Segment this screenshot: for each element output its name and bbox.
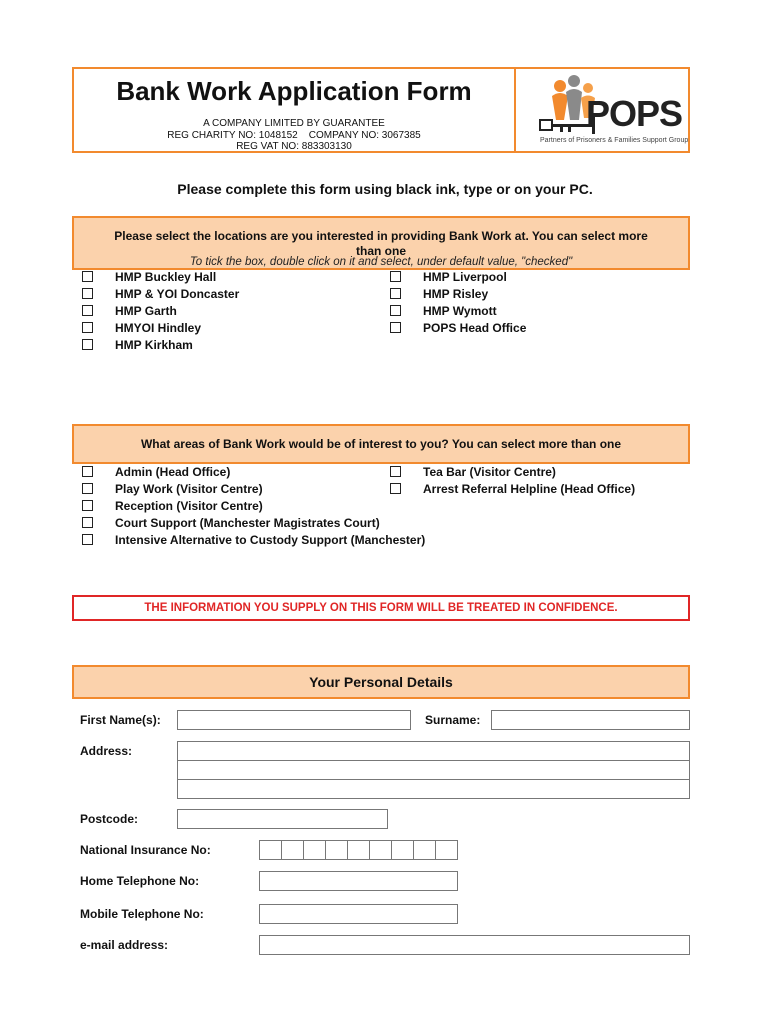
completion-instruction: Please complete this form using black ink, type or on your PC. (177, 181, 593, 197)
option-label: HMP Liverpool (423, 270, 507, 284)
checkbox[interactable] (82, 339, 93, 350)
checkbox[interactable] (390, 288, 401, 299)
ni-cell (348, 841, 370, 860)
option-label: HMP Risley (423, 287, 489, 301)
address-line2-field[interactable] (177, 760, 690, 780)
ni-cell (282, 841, 304, 860)
option-label: HMP Kirkham (115, 338, 193, 352)
ni-cell (304, 841, 326, 860)
option-label: POPS Head Office (423, 321, 527, 335)
checkbox[interactable] (82, 517, 93, 528)
checkbox[interactable] (82, 322, 93, 333)
checkbox[interactable] (82, 466, 93, 477)
ni-cell (326, 841, 348, 860)
location-option[interactable] (82, 303, 239, 320)
company-type-line: A COMPANY LIMITED BY GUARANTEE (203, 118, 385, 129)
option-label: HMYOI Hindley (115, 321, 202, 335)
logo-wordmark: POPS (586, 93, 683, 134)
area-option[interactable] (82, 515, 425, 532)
areas-left-list (82, 464, 425, 549)
option-label: Tea Bar (Visitor Centre) (423, 465, 556, 479)
option-label: Reception (Visitor Centre) (115, 499, 263, 513)
checkbox[interactable] (390, 322, 401, 333)
location-option[interactable] (82, 337, 239, 354)
checkbox[interactable] (82, 500, 93, 511)
ni-cell (370, 841, 392, 860)
ni-number-field[interactable] (259, 840, 458, 860)
location-option[interactable] (390, 303, 526, 320)
checkbox[interactable] (82, 305, 93, 316)
logo-subtext: Partners of Prisoners & Families Support Group (540, 137, 689, 144)
option-label: HMP & YOI Doncaster (115, 287, 240, 301)
option-label: Arrest Referral Helpline (Head Office) (423, 482, 636, 496)
first-name-label: First Name(s): (80, 713, 161, 727)
personal-details-heading: Your Personal Details (72, 665, 690, 699)
surname-field[interactable] (491, 710, 690, 730)
ni-cell (414, 841, 436, 860)
location-option[interactable] (390, 286, 526, 303)
option-label: HMP Buckley Hall (115, 270, 217, 284)
locations-heading-line2: than one (356, 244, 406, 258)
areas-right-list (390, 464, 635, 498)
location-option[interactable] (390, 320, 526, 337)
checkbox[interactable] (82, 271, 93, 282)
option-label: Admin (Head Office) (115, 465, 231, 479)
home-telephone-label: Home Telephone No: (80, 874, 200, 888)
areas-heading: What areas of Bank Work would be of interest to you? You can select more than one (72, 424, 690, 464)
checkbox[interactable] (82, 288, 93, 299)
ni-cell (260, 841, 282, 860)
location-option[interactable] (82, 286, 239, 303)
location-option[interactable] (82, 269, 239, 286)
ni-cell (392, 841, 414, 860)
area-option[interactable] (390, 481, 635, 498)
location-option[interactable] (390, 269, 526, 286)
checkbox[interactable] (390, 466, 401, 477)
area-option[interactable] (82, 498, 425, 515)
area-option[interactable] (82, 464, 425, 481)
tick-instruction-note: To tick the box, double click on it and select, under default value, "checked" (189, 256, 573, 268)
home-telephone-field[interactable] (259, 871, 458, 891)
checkbox[interactable] (390, 305, 401, 316)
area-option[interactable] (390, 464, 635, 481)
option-label: HMP Wymott (423, 304, 497, 318)
address-label: Address: (80, 744, 133, 758)
registration-line: REG CHARITY NO: 1048152 COMPANY NO: 3067385 (167, 130, 421, 141)
confidentiality-notice: THE INFORMATION YOU SUPPLY ON THIS FORM WILL BE TREATED IN CONFIDENCE. (72, 595, 690, 621)
option-label: Play Work (Visitor Centre) (115, 482, 263, 496)
locations-heading-line1: Please select the locations are you interested in providing Bank Work at. You can select more (114, 229, 648, 243)
area-option[interactable] (82, 481, 425, 498)
area-option[interactable] (82, 532, 425, 549)
ni-number-label: National Insurance No: (80, 843, 211, 857)
postcode-field[interactable] (177, 809, 388, 829)
vat-line: REG VAT NO: 883303130 (236, 141, 352, 152)
checkbox[interactable] (82, 534, 93, 545)
email-label: e-mail address: (80, 938, 169, 952)
checkbox[interactable] (390, 483, 401, 494)
option-label: Court Support (Manchester Magistrates Court) (115, 516, 380, 530)
option-label: HMP Garth (115, 304, 177, 318)
mobile-telephone-field[interactable] (259, 904, 458, 924)
checkbox[interactable] (390, 271, 401, 282)
address-line1-field[interactable] (177, 741, 690, 761)
surname-label: Surname: (425, 713, 481, 727)
postcode-label: Postcode: (80, 812, 139, 826)
locations-left-list (82, 269, 239, 354)
locations-right-list (390, 269, 526, 337)
address-line3-field[interactable] (177, 779, 690, 799)
email-field[interactable] (259, 935, 690, 955)
option-label: Intensive Alternative to Custody Support (Manchester) (115, 533, 426, 547)
location-option[interactable] (82, 320, 239, 337)
form-title: Bank Work Application Form (116, 76, 472, 106)
checkbox[interactable] (82, 483, 93, 494)
first-name-field[interactable] (177, 710, 411, 730)
mobile-telephone-label: Mobile Telephone No: (80, 907, 204, 921)
